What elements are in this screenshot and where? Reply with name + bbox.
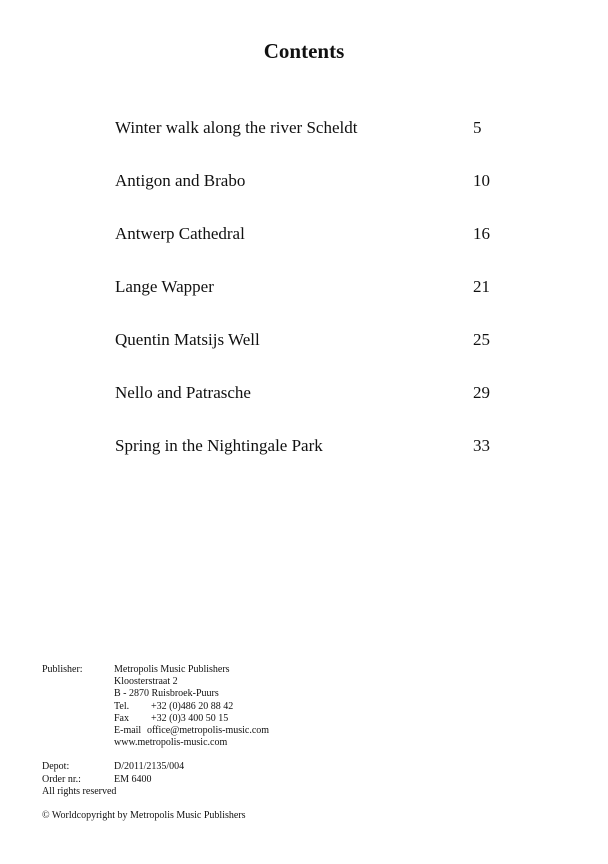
telephone-label: Tel. bbox=[114, 700, 130, 712]
toc-entry-title: Nello and Patrasche bbox=[115, 383, 251, 402]
telephone-row bbox=[42, 701, 562, 713]
rights-text: All rights reserved bbox=[42, 785, 117, 797]
toc-entry-page: 25 bbox=[473, 330, 490, 349]
toc-entry-page: 21 bbox=[473, 277, 490, 296]
rights-row bbox=[42, 786, 562, 798]
toc-entry-page: 29 bbox=[473, 383, 490, 402]
toc-entry bbox=[115, 434, 495, 487]
toc-entry bbox=[115, 328, 495, 381]
toc-entry bbox=[115, 169, 495, 222]
toc-entry bbox=[115, 381, 495, 434]
depot-value: D/2011/2135/004 bbox=[114, 761, 185, 773]
colophon bbox=[42, 664, 562, 798]
toc-entry-title: Winter walk along the river Scheldt bbox=[115, 118, 358, 137]
toc-entry bbox=[115, 222, 495, 275]
depot-row bbox=[42, 761, 562, 773]
toc-entry-title: Lange Wapper bbox=[115, 277, 214, 296]
website-row bbox=[42, 737, 562, 749]
email-address[interactable]: office@metropolis-music.com bbox=[147, 724, 270, 736]
toc-entry bbox=[115, 275, 495, 328]
fax-row bbox=[42, 713, 562, 725]
toc-entry-title: Spring in the Nightingale Park bbox=[115, 436, 323, 455]
table-of-contents bbox=[115, 116, 495, 487]
address-city-row bbox=[42, 688, 562, 700]
website-link[interactable]: www.metropolis-music.com bbox=[114, 737, 228, 749]
spacer bbox=[42, 749, 562, 761]
copyright-notice: © Worldcopyright by Metropolis Music Publishers bbox=[42, 810, 246, 821]
toc-entry-page: 16 bbox=[473, 224, 490, 243]
publisher-city: B - 2870 Ruisbroek-Puurs bbox=[114, 688, 219, 700]
publisher-row bbox=[42, 664, 562, 676]
fax-number: +32 (0)3 400 50 15 bbox=[151, 712, 229, 724]
order-value: EM 6400 bbox=[114, 773, 152, 785]
toc-entry-page: 10 bbox=[473, 171, 490, 190]
publisher-name: Metropolis Music Publishers bbox=[114, 664, 230, 675]
page-title: Contents bbox=[263, 39, 345, 63]
email-row bbox=[42, 725, 562, 737]
address-street-row bbox=[42, 676, 562, 688]
depot-label: Depot: bbox=[42, 761, 70, 773]
publisher-label: Publisher: bbox=[42, 664, 83, 675]
toc-entry bbox=[115, 116, 495, 169]
order-row bbox=[42, 774, 562, 786]
fax-label: Fax bbox=[114, 712, 129, 724]
toc-entry-page: 33 bbox=[473, 436, 490, 455]
telephone-number: +32 (0)486 20 88 42 bbox=[151, 700, 234, 712]
toc-entry-page: 5 bbox=[473, 118, 482, 137]
order-label: Order nr.: bbox=[42, 773, 81, 785]
toc-entry-title: Antigon and Brabo bbox=[115, 171, 246, 190]
email-label: E-mail bbox=[114, 724, 142, 736]
toc-entry-title: Antwerp Cathedral bbox=[115, 224, 245, 243]
toc-entry-title: Quentin Matsijs Well bbox=[115, 330, 260, 349]
publisher-street: Kloosterstraat 2 bbox=[114, 676, 178, 688]
